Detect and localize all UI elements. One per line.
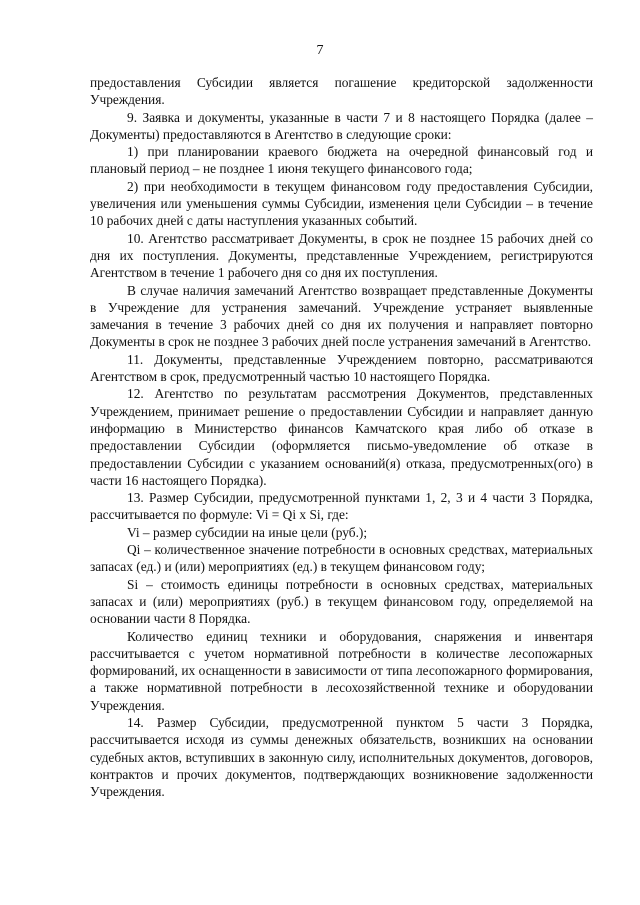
paragraph-continuation: предоставления Субсидии является погашение кредиторской задолженности Учреждения. — [90, 75, 593, 108]
paragraph-13: 13. Размер Субсидии, предусмотренной пунктами 1, 2, 3 и 4 части 3 Порядка, рассчитывается по формуле: Vi = Qi x Si, где: — [90, 490, 593, 523]
document-body — [90, 74, 593, 800]
paragraph-11: 11. Документы, представленные Учреждением повторно, рассматриваются Агентством в срок, предусмотренный частью 10 настоящего Порядка. — [90, 351, 593, 385]
paragraph-12: 12. Агентство по результатам рассмотрения Документов, представленных Учреждением, принимает решение о предоставлении Субсидии и направляет данную информацию в Министерство финансов Камчатского края либо об отказе в предоставлении Субсидии (оформляется письмо-уведомление об отказе в предоставлении Субсидии с указанием оснований(я) отказа, предусмотренных(ого) в части 16 настоящего Порядка). — [90, 386, 593, 488]
paragraph-9: 9. Заявка и документы, указанные в части 7 и 8 настоящего Порядка (далее – Документы) предоставляются в Агентство в следующие сроки: — [90, 109, 593, 142]
paragraph-10-remarks: В случае наличия замечаний Агентство возвращает представленные Документы в Учреждение для устранения замечаний. Учреждение устраняет выявленные замечания в течение 3 рабочих дней со дня их получения и направляет повторно Документы в срок не позднее 3 рабочих дней после устранения замечаний в Агентство. — [90, 282, 593, 350]
paragraph-13-quantity: Количество единиц техники и оборудования, снаряжения и инвентаря рассчитывается с учетом нормативной потребности в количестве лесопожарных формирований, их оснащенности в зависимости от типа лесопожарного формирования, а также нормативной потребности в лесохозяйственной технике и оборудовании Учреждения. — [90, 628, 593, 713]
paragraph-9-item-1: 1) при планировании краевого бюджета на очередной финансовый год и плановый период – не позднее 1 июня текущего финансового года; — [90, 144, 593, 177]
paragraph-13-qi: Qi – количественное значение потребности в основных средствах, материальных запасах (ед.) и (или) мероприятиях (ед.) в текущем финансовом году; — [90, 542, 593, 575]
page-number: 7 — [316, 43, 324, 58]
paragraph-13-si: Si – стоимость единицы потребности в основных средствах, материальных запасах и (или) мероприятиях (руб.) в текущем финансовом году, определяемой на основании части 8 Порядка. — [90, 576, 593, 627]
paragraph-14: 14. Размер Субсидии, предусмотренной пунктом 5 части 3 Порядка, рассчитывается исходя из суммы денежных обязательств, возникших на основании судебных актов, вступивших в законную силу, исполнительных документов, договоров, контрактов и прочих документов, подтверждающих возникновение задолженности Учреждения. — [90, 714, 593, 800]
paragraph-13-vi: Vi – размер субсидии на иные цели (руб.); — [127, 524, 368, 540]
paragraph-9-item-2: 2) при необходимости в текущем финансовом году предоставления Субсидии, увеличения или уменьшения суммы Субсидии, изменения цели Субсидии – в течение 10 рабочих дней с даты наступления указанных событий. — [90, 178, 593, 229]
paragraph-10: 10. Агентство рассматривает Документы, в срок не позднее 15 рабочих дней со дня их поступления. Документы, представленные Учреждением, регистрируются Агентством в течение 1 рабочего дня со дня их поступления. — [90, 230, 593, 281]
